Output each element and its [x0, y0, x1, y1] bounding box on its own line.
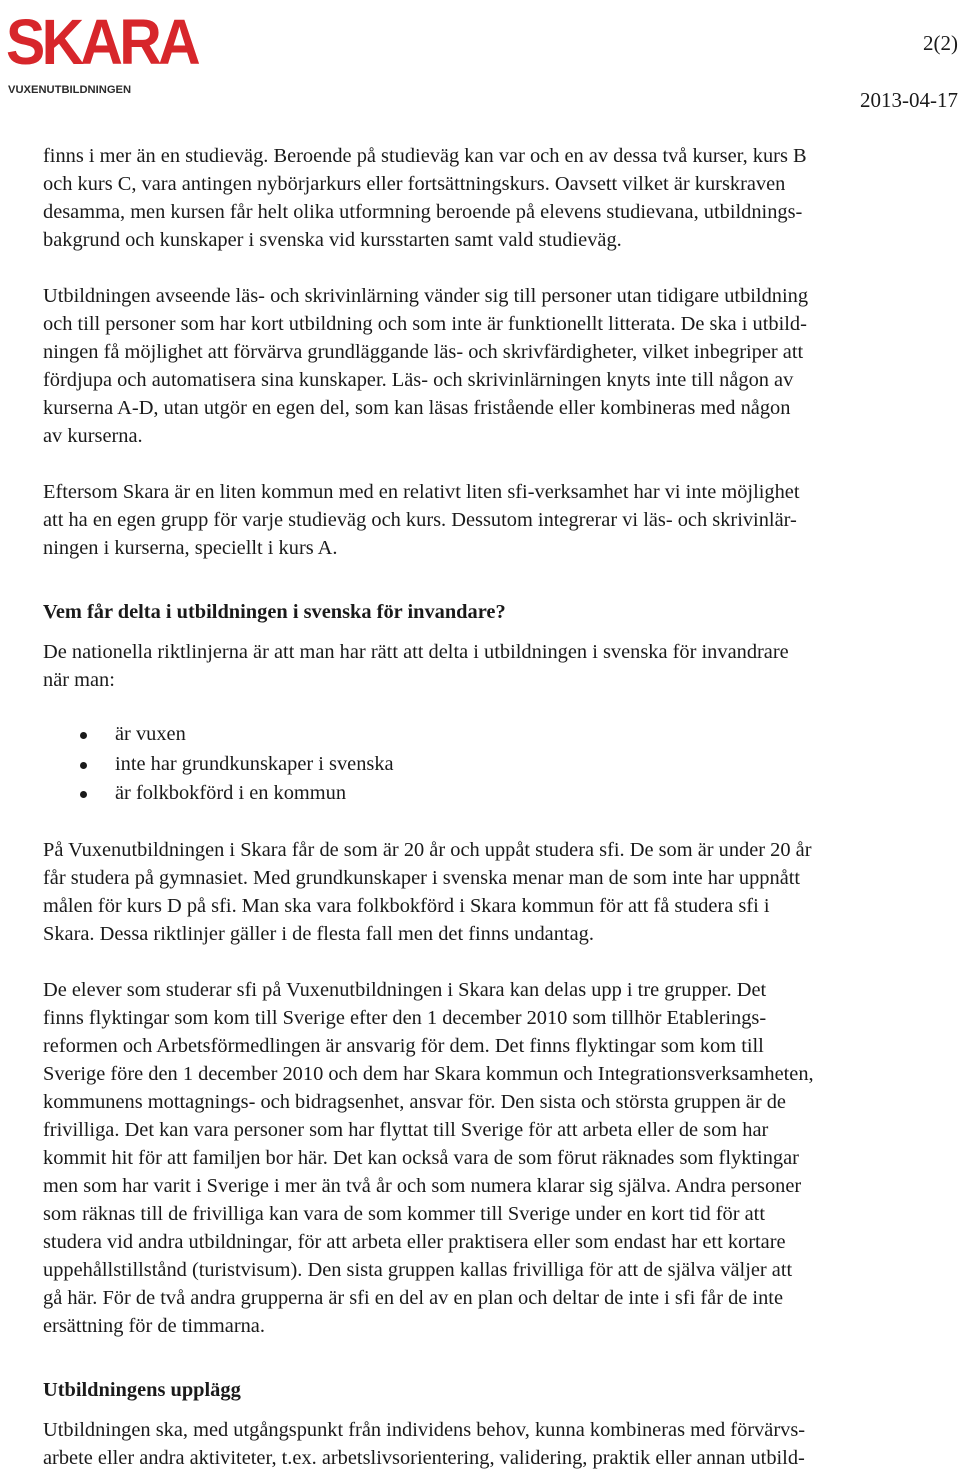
text-line: På Vuxenutbildningen i Skara får de som är 20 år och uppåt studera sfi. De som är under 20 år: [43, 838, 812, 861]
text-line: frivilliga. Det kan vara personer som har flyttat till Sverige för att arbeta eller de som har: [43, 1118, 769, 1141]
heading-course-layout: Utbildningens upplägg: [43, 1378, 241, 1401]
list-item: är vuxen: [43, 720, 960, 750]
text-line: kurserna A-D, utan utgör en egen del, som kan läsas fristående eller kombineras med någon: [43, 397, 791, 419]
text-line: och kurs C, vara antingen nybörjarkurs eller fortsättningskurs. Oavsett vilket är kurskraven: [43, 173, 786, 195]
bullet-icon: [80, 762, 87, 769]
paragraph-literacy: [43, 282, 960, 450]
paragraph-student-groups: [43, 976, 960, 1340]
skara-vuxenutbildningen-logo: [6, 2, 197, 100]
text-line: bakgrund och kunskaper i svenska vid kursstarten samt vald studieväg.: [43, 229, 622, 251]
text-line: fördjupa och automatisera sina kunskaper. Läs- och skrivinlärningen knyts inte till någon av: [43, 369, 794, 391]
text-line: ningen i kurserna, speciellt i kurs A.: [43, 537, 338, 559]
text-line: finns flyktingar som kom till Sverige efter den 1 december 2010 som tillhör Etablerings-: [43, 1006, 767, 1029]
text-line: när man:: [43, 669, 115, 691]
text-line: att ha en egen grupp för varje studieväg och kurs. Dessutom integrerar vi läs- och skrivinlär-: [43, 509, 797, 531]
text-line: De nationella riktlinjerna är att man har rätt att delta i utbildningen i svenska för invandrare: [43, 641, 789, 663]
text-line: reformen och Arbetsförmedlingen är ansvarig för dem. Det finns flyktingar som kom till: [43, 1034, 764, 1057]
text-line: Skara. Dessa riktlinjer gäller i de flesta fall men det finns undantag.: [43, 922, 594, 945]
logo-subtext: VUXENUTBILDNINGEN: [8, 84, 132, 96]
text-line: Utbildningen ska, med utgångspunkt från individens behov, kunna kombineras med förvärvs-: [43, 1418, 806, 1441]
text-line: ningen få möjlighet att förvärva grundläggande läs- och skrivfärdigheter, vilket inbegriper att: [43, 341, 804, 363]
text-line: gå här. För de två andra grupperna är sfi en del av en plan och deltar de inte i sfi får de inte: [43, 1286, 783, 1309]
paragraph-course-layout: [43, 1416, 960, 1472]
paragraph-age-rules: [43, 836, 960, 948]
text-line: finns i mer än en studieväg. Beroende på studieväg kan var och en av dessa två kurser, kurs B: [43, 145, 807, 167]
heading-who-can-participate: Vem får delta i utbildningen i svenska för invandare?: [43, 601, 506, 623]
logo-wordmark: SKARA: [6, 6, 197, 78]
text-line: Sverige före den 1 december 2010 och dem har Skara kommun och Integrationsverksamheten,: [43, 1062, 814, 1085]
paragraph-intro: [43, 142, 960, 254]
text-line: kommit hit för att familjen bor här. Det kan också vara de som förut räknades som flyktingar: [43, 1146, 799, 1169]
text-line: men som har varit i Sverige i mer än två år och som numera klarar sig själva. Andra personer: [43, 1174, 802, 1197]
document-date: 2013-04-17: [860, 88, 958, 112]
page-number: 2(2): [923, 31, 958, 55]
bullet-icon: [80, 791, 87, 798]
text-line: som räknas till de frivilliga kan vara de som kommer till Sverige under en kort tid för att: [43, 1202, 765, 1225]
text-line: målen för kurs D på sfi. Man ska vara folkbokförd i Skara kommun för att få studera sfi i: [43, 894, 770, 917]
text-line: Utbildningen avseende läs- och skrivinlärning vänder sig till personer utan tidigare utbildning: [43, 285, 809, 307]
list-item: är folkbokförd i en kommun: [43, 779, 960, 809]
text-line: och till personer som har kort utbildning och som inte är funktionellt litterata. De ska i utbild-: [43, 313, 807, 335]
paragraph-national-guidelines: [43, 638, 960, 694]
text-line: får studera på gymnasiet. Med grundkunskaper i svenska menar man de som inte har uppnått: [43, 866, 801, 889]
list-item: inte har grundkunskaper i svenska: [43, 750, 960, 780]
text-line: Eftersom Skara är en liten kommun med en relativt liten sfi-verksamhet har vi inte möjlighet: [43, 481, 800, 503]
text-line: arbete eller andra aktiviteter, t.ex. arbetslivsorientering, validering, praktik eller annan utbild-: [43, 1446, 805, 1469]
document-body: [43, 142, 960, 1472]
text-line: kommunens mottagnings- och bidragsenhet, ansvar för. Den sista och största gruppen är de: [43, 1090, 786, 1113]
text-line: De elever som studerar sfi på Vuxenutbildningen i Skara kan delas upp i tre grupper. Det: [43, 978, 767, 1001]
text-line: studera vid andra utbildningar, för att arbeta eller praktisera eller som endast har ett kortare: [43, 1230, 786, 1253]
text-line: av kurserna.: [43, 425, 143, 447]
paragraph-small-municipality: [43, 478, 960, 562]
text-line: desamma, men kursen får helt olika utformning beroende på elevens studievana, utbildnings-: [43, 201, 803, 223]
text-line: ersättning för de timmarna.: [43, 1314, 265, 1337]
bullet-icon: [80, 732, 87, 739]
text-line: uppehållstillstånd (turistvisum). Den sista gruppen kallas frivilliga för att de själva väljer att: [43, 1258, 793, 1281]
eligibility-list: [43, 720, 960, 809]
